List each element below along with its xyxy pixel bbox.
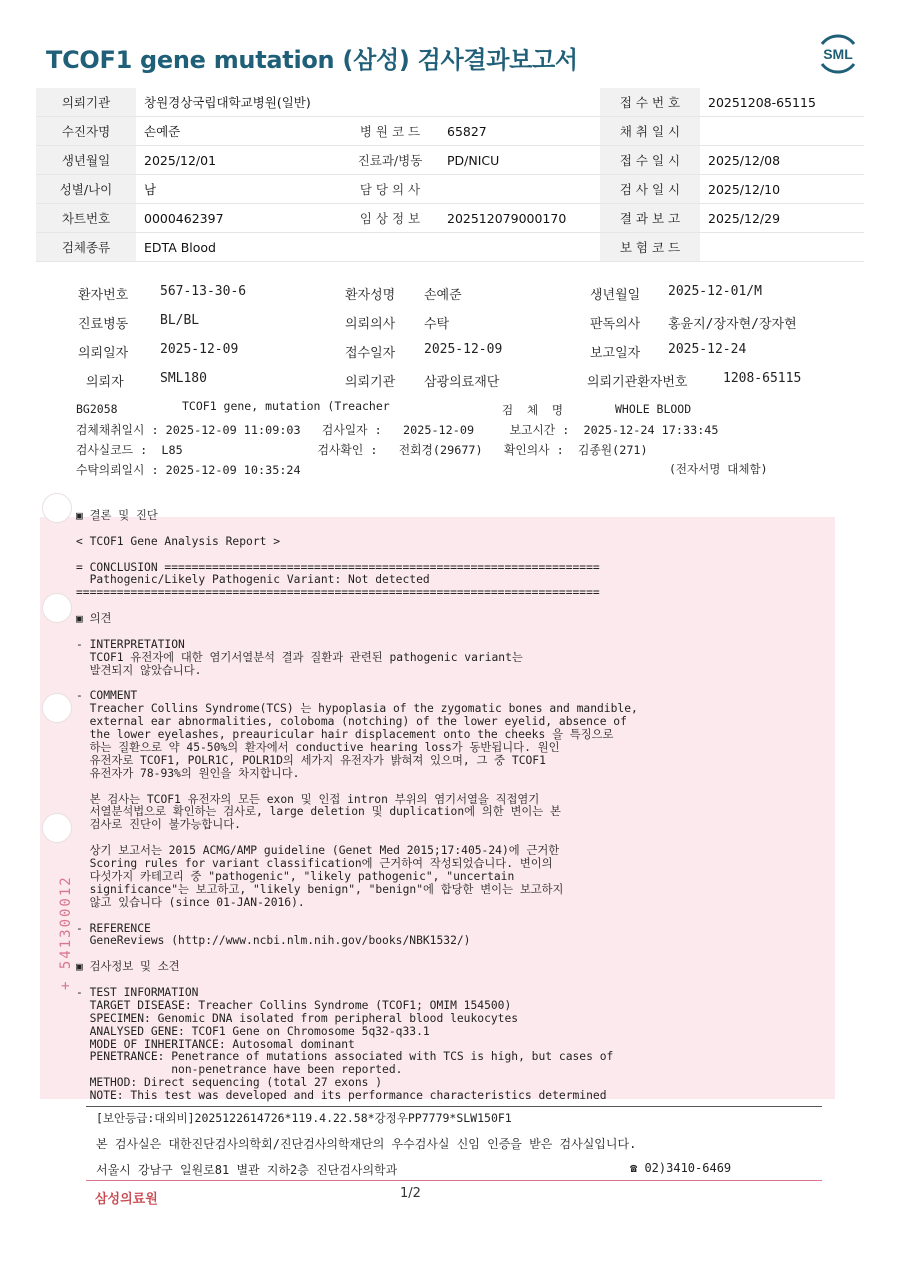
scan-label: 판독의사 bbox=[590, 317, 641, 332]
row-value bbox=[439, 88, 600, 117]
report-line: 상기 보고서는 2015 ACMG/AMP guideline (Genet Med 2015;17:405-24)에 근거한 bbox=[76, 844, 560, 858]
scan-value: 삼광의료재단 bbox=[424, 375, 500, 390]
row-label: 차트번호 bbox=[36, 204, 136, 233]
row-label: 보 험 코 드 bbox=[600, 233, 700, 262]
logo-text: SML bbox=[823, 46, 853, 62]
report-line: 서열분석법으로 확인하는 검사로, large deletion 및 duplication에 의한 변이는 본 bbox=[76, 805, 561, 819]
report-line bbox=[76, 600, 638, 613]
report-line: - REFERENCE bbox=[76, 921, 151, 935]
scan-value: 홍윤지/장자현/장자현 bbox=[668, 317, 797, 332]
report-line: MODE OF INHERITANCE: Autosomal dominant bbox=[76, 1037, 355, 1051]
punch-hole bbox=[42, 593, 72, 623]
scan-value: 2025-12-09 bbox=[160, 342, 239, 357]
table-row bbox=[36, 204, 864, 233]
report-line: 검사로 진단이 불가능합니다. bbox=[76, 818, 241, 832]
scan-label: 진료병동 bbox=[78, 317, 129, 332]
report-line: TARGET DISEASE: Treacher Collins Syndrome (TCOF1; OMIM 154500) bbox=[76, 998, 512, 1012]
row-label: 진료과/병동 bbox=[341, 146, 439, 175]
test-code: BG2058 bbox=[76, 402, 118, 416]
divider bbox=[86, 1180, 822, 1181]
row-value: 20251208-65115 bbox=[700, 88, 864, 117]
specimen-value: WHOLE BLOOD bbox=[615, 402, 692, 416]
report-line: ANALYSED GENE: TCOF1 Gene on Chromosome 5q32-q33.1 bbox=[76, 1024, 430, 1038]
scan-label: 접수일자 bbox=[345, 346, 396, 361]
report-line: 다섯가지 카테고리 중 "pathogenic", "likely pathogenic", "uncertain bbox=[76, 869, 515, 883]
report-line: SPECIMEN: Genomic DNA isolated from peripheral blood leukocytes bbox=[76, 1011, 519, 1025]
report-line: 하는 질환으로 약 45-50%의 환자에서 conductive hearing loss가 동반됩니다. 원인 bbox=[76, 741, 560, 755]
test-line: 검체채취일시 : 2025-12-09 11:09:03 검사일자 : 2025-12-09 보고시간 : 2025-12-24 17:33:45 bbox=[76, 423, 719, 437]
punch-hole bbox=[42, 813, 72, 843]
report-line: - INTERPRETATION bbox=[76, 637, 185, 651]
row-label bbox=[341, 88, 439, 117]
scan-value: BL/BL bbox=[160, 313, 200, 328]
table-row bbox=[36, 175, 864, 204]
report-line: external ear abnormalities, coloboma (notching) of the lower eyelid, absence of bbox=[76, 715, 627, 729]
e-signature-note: (전자서명 대체함) bbox=[669, 462, 768, 476]
row-value: 2025/12/08 bbox=[700, 146, 864, 175]
report-line: non-penetrance have been reported. bbox=[76, 1063, 403, 1077]
row-value: PD/NICU bbox=[439, 146, 600, 175]
report-line: significance"는 보고하고, "likely benign", "benign"에 합당한 변이는 보고하지 bbox=[76, 882, 564, 896]
row-value: 0000462397 bbox=[136, 204, 341, 233]
row-label: 채 취 일 시 bbox=[600, 117, 700, 146]
row-label: 결 과 보 고 bbox=[600, 204, 700, 233]
side-serial-number: + 541300012 bbox=[58, 875, 74, 990]
row-value: 2025/12/10 bbox=[700, 175, 864, 204]
certification-text: 본 검사실은 대한진단검사의학회/진단검사의학재단의 우수검사실 신임 인증을 받은 검사실입니다. bbox=[96, 1137, 637, 1151]
patient-info-table bbox=[36, 88, 864, 262]
report-line bbox=[76, 626, 638, 639]
row-label: 접 수 번 호 bbox=[600, 88, 700, 117]
row-value: 202512079000170 bbox=[439, 204, 600, 233]
row-value bbox=[439, 175, 600, 204]
scan-value: 1208-65115 bbox=[723, 371, 802, 386]
test-line: 검사실코드 : L85 검사확인 : 전회경(29677) 확인의사 : 김종원(271) bbox=[76, 443, 648, 457]
report-line: Pathogenic/Likely Pathogenic Variant: Not detected bbox=[76, 573, 430, 587]
row-label: 검 사 일 시 bbox=[600, 175, 700, 204]
report-line bbox=[76, 781, 638, 794]
scan-value: 567-13-30-6 bbox=[160, 284, 247, 299]
divider bbox=[86, 1106, 822, 1107]
scan-label: 의뢰기관 bbox=[345, 375, 396, 390]
sml-logo bbox=[814, 30, 862, 76]
scan-value: 2025-12-24 bbox=[668, 342, 747, 357]
punch-hole bbox=[42, 693, 72, 723]
report-line bbox=[76, 678, 638, 691]
table-row bbox=[36, 233, 864, 262]
row-value bbox=[700, 233, 864, 262]
row-label: 임 상 정 보 bbox=[341, 204, 439, 233]
scan-value: 2025-12-01/M bbox=[668, 284, 762, 299]
row-label: 담 당 의 사 bbox=[341, 175, 439, 204]
scan-value: 손예준 bbox=[424, 288, 462, 303]
report-line: ▣ 검사정보 및 소견 bbox=[76, 960, 180, 974]
report-line: PENETRANCE: Penetrance of mutations associated with TCS is high, but cases of bbox=[76, 1050, 614, 1064]
punch-hole bbox=[42, 493, 72, 523]
scan-label: 의뢰자 bbox=[86, 375, 124, 390]
scan-label: 생년월일 bbox=[590, 288, 641, 303]
page-number: 1/2 bbox=[400, 1186, 421, 1201]
row-value: 남 bbox=[136, 175, 341, 204]
hospital-name: 삼성의료원 bbox=[95, 1192, 158, 1207]
report-line bbox=[76, 910, 638, 923]
row-label: 수진자명 bbox=[36, 117, 136, 146]
report-body bbox=[76, 510, 638, 1103]
row-label: 성별/나이 bbox=[36, 175, 136, 204]
scan-value: SML180 bbox=[160, 371, 207, 386]
report-line: NOTE: This test was developed and its performance characteristics determined bbox=[76, 1089, 607, 1103]
report-line: GeneReviews (http://www.ncbi.nlm.nih.gov/books/NBK1532/) bbox=[76, 934, 471, 948]
report-line: Scoring rules for variant classification에 근거하여 작성되었습니다. 변이의 bbox=[76, 857, 553, 871]
report-line: 않고 있습니다 (since 01-JAN-2016). bbox=[76, 895, 305, 909]
report-line: the lower eyelashes, preauricular hair displacement onto the cheeks 을 특징으로 bbox=[76, 728, 614, 742]
test-line: 수탁의뢰일시 : 2025-12-09 10:35:24 bbox=[76, 463, 301, 477]
scan-label: 의뢰기관환자번호 bbox=[587, 375, 688, 390]
report-line: Treacher Collins Syndrome(TCS) 는 hypoplasia of the zygomatic bones and mandible, bbox=[76, 702, 638, 716]
report-line: = CONCLUSION ================================================================ bbox=[76, 560, 600, 574]
table-row bbox=[36, 146, 864, 175]
test-name: TCOF1 gene, mutation (Treacher bbox=[182, 399, 390, 413]
row-label: 접 수 일 시 bbox=[600, 146, 700, 175]
report-line: TCOF1 유전자에 대한 염기서열분석 결과 질환과 관련된 pathogenic variant는 bbox=[76, 650, 523, 664]
report-line: < TCOF1 Gene Analysis Report > bbox=[76, 534, 281, 548]
row-value bbox=[439, 233, 600, 262]
report-line: 유전자로 TCOF1, POLR1C, POLR1D의 세가지 유전자가 밝혀져 있으며, 그 중 TCOF1 bbox=[76, 753, 546, 767]
scan-label: 보고일자 bbox=[590, 346, 641, 361]
specimen-label: 검 체 명 bbox=[502, 403, 564, 417]
scan-label: 환자번호 bbox=[78, 288, 129, 303]
report-line: - TEST INFORMATION bbox=[76, 985, 199, 999]
row-label bbox=[341, 233, 439, 262]
row-value: 손예준 bbox=[136, 117, 341, 146]
scan-value: 수탁 bbox=[424, 317, 450, 332]
row-value bbox=[700, 117, 864, 146]
scan-label: 의뢰일자 bbox=[78, 346, 129, 361]
report-line bbox=[76, 549, 638, 562]
table-row bbox=[36, 117, 864, 146]
row-value: 2025/12/01 bbox=[136, 146, 341, 175]
row-value: 창원경상국립대학교병원(일반) bbox=[136, 88, 341, 117]
report-line: METHOD: Direct sequencing (total 27 exons ) bbox=[76, 1076, 383, 1090]
row-value: 65827 bbox=[439, 117, 600, 146]
report-line: 유전자가 78-93%의 원인을 차지합니다. bbox=[76, 766, 300, 780]
lab-phone: ☎ 02)3410-6469 bbox=[630, 1161, 732, 1175]
row-label: 검체종류 bbox=[36, 233, 136, 262]
scan-label: 환자성명 bbox=[345, 288, 396, 303]
security-line: [보안등급:대외비]2025122614726*119.4.22.58*강정우PP7779*SLW150F1 bbox=[96, 1111, 512, 1125]
row-label: 생년월일 bbox=[36, 146, 136, 175]
table-row bbox=[36, 88, 864, 117]
scan-value: 2025-12-09 bbox=[424, 342, 503, 357]
scan-label: 의뢰의사 bbox=[345, 317, 396, 332]
row-label: 병 원 코 드 bbox=[341, 117, 439, 146]
report-line: 발견되지 않았습니다. bbox=[76, 663, 202, 677]
report-line: ============================================================================= bbox=[76, 586, 600, 600]
report-line: - COMMENT bbox=[76, 689, 138, 703]
row-label: 의뢰기관 bbox=[36, 88, 136, 117]
lab-address: 서울시 강남구 일원로81 별관 지하2층 진단검사의학과 bbox=[96, 1163, 398, 1177]
report-line bbox=[76, 523, 638, 536]
row-value: 2025/12/29 bbox=[700, 204, 864, 233]
row-value: EDTA Blood bbox=[136, 233, 341, 262]
report-line: 본 검사는 TCOF1 유전자의 모든 exon 및 인접 intron 부위의 염기서열을 직접염기 bbox=[76, 792, 540, 806]
report-line: ▣ 결론 및 진단 bbox=[76, 509, 158, 522]
report-line: ▣ 의견 bbox=[76, 612, 112, 626]
report-title: TCOF1 gene mutation (삼성) 검사결과보고서 bbox=[46, 46, 578, 74]
